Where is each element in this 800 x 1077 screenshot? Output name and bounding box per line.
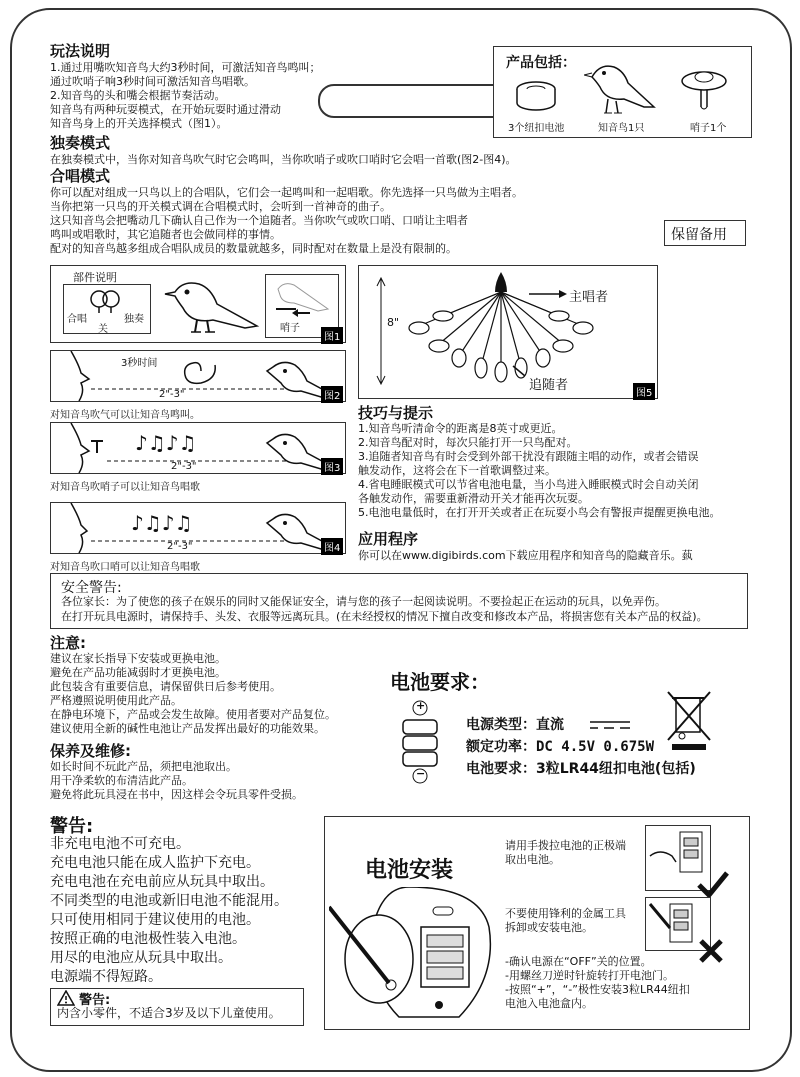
chorus-line: 鸣叫或唱歌时，其它追随者也会做同样的事情。 — [50, 228, 281, 241]
fig1-title: 部件说明 — [73, 271, 117, 284]
tips-line: 触发动作，这将会在下一首歌调整过来。 — [358, 464, 556, 477]
weee-bin-icon — [664, 690, 714, 752]
warning-line: 电源端不得短路。 — [50, 969, 162, 985]
contents-item: 3个纽扣电池 — [508, 123, 565, 134]
solo-text: 在独奏模式中，当你对知音鸟吹气时它会鸣叫，当你吹哨子或吹口哨时它会唱一首歌(图2-图4)。 — [50, 153, 517, 166]
notes-line: 建议使用全新的碱性电池让产品发挥出最好的功能效果。 — [50, 722, 325, 735]
contents-item: 知音鸟1只 — [598, 123, 645, 134]
whistle-blow-illustration — [51, 423, 345, 473]
battery-coin-icon — [514, 79, 558, 115]
notes-line: 避免在产品功能减弱时才更换电池。 — [50, 666, 226, 679]
battery-row-label: 额定功率： — [466, 739, 536, 755]
whistle-icon — [679, 61, 729, 117]
install-tip: 取出电池。 — [505, 853, 560, 866]
battery-row-label: 电池要求： — [466, 761, 536, 777]
keep-label: 保留备用 — [671, 227, 727, 243]
battery-door-illustration — [329, 887, 505, 1027]
install-step: -用螺丝刀逆时针旋转打开电池门。 — [505, 969, 674, 982]
fig4-caption: 对知音鸟吹口哨可以让知音鸟唱歌 — [50, 562, 200, 573]
install-tip: 请用手拨拉电池的正极端 — [505, 839, 626, 852]
safety-title: 安全警告: — [61, 580, 122, 596]
fig3-tag: 图3 — [321, 458, 343, 475]
care-line: 如长时间不玩此产品，须把电池取出。 — [50, 760, 237, 773]
small-parts-text: 内含小零件，不适合3岁及以下儿童使用。 — [57, 1006, 281, 1020]
figure-5 — [358, 265, 658, 399]
blow-illustration — [51, 351, 345, 401]
fig1-solo: 独奏 — [124, 314, 144, 325]
notes-line: 此包装含有重要信息，请保留供日后参考使用。 — [50, 680, 281, 693]
tips-line: 5.电池电量低时，在打开开关或者正在玩耍小鸟会有警报声提醒更换电池。 — [358, 506, 721, 519]
battery-row-value: DC 4.5V 0.675W — [536, 739, 655, 755]
fig2-distance: 2"-3" — [159, 389, 185, 400]
small-parts-title: 警告: — [79, 993, 111, 1008]
fig1-tag: 图1 — [321, 327, 343, 344]
fig4-tag: 图4 — [321, 538, 343, 555]
mouth-whistle-illustration — [51, 503, 345, 553]
chorus-title: 合唱模式 — [50, 167, 111, 185]
install-step: -按照“+”，“-”极性安装3粒LR44纽扣 — [505, 983, 690, 996]
battery-row-value: 直流 — [536, 717, 564, 733]
gameplay-line: 1.通过用嘴吹知音鸟大约3秒时间，可激活知音鸟鸣叫； — [50, 61, 321, 74]
tips-line: 各触发动作，需要重新滑动开关才能再次玩耍。 — [358, 492, 589, 505]
check-mark-icon — [695, 869, 731, 899]
care-line: 用干净柔软的布清洁此产品。 — [50, 774, 193, 787]
tips-line: 4.省电睡眠模式可以节省电池电量，当小鸟进入睡眠模式时会自动关闭 — [358, 478, 699, 491]
warning-line: 充电电池在充电前应从玩具中取出。 — [50, 874, 274, 890]
switch-icon — [88, 289, 122, 315]
fig1-chorus: 合唱 — [67, 314, 87, 325]
fig4-distance: 2"-3" — [167, 541, 193, 552]
battery-row — [466, 760, 696, 778]
cross-mark-icon — [697, 937, 725, 965]
install-tip: 拆卸或安装电池。 — [505, 921, 593, 934]
warning-line: 非充电电池不可充电。 — [50, 836, 190, 852]
dc-symbol-icon — [588, 718, 632, 732]
fig5-tag: 图5 — [633, 383, 655, 400]
warning-line: 不同类型的电池或新旧电池不能混用。 — [50, 893, 288, 909]
bird-illustration — [161, 274, 261, 336]
bird-icon — [584, 55, 668, 117]
install-box — [324, 816, 750, 1030]
battery-row-label: 电源类型： — [466, 717, 536, 733]
keep-label-box — [664, 220, 746, 246]
install-title: 电池安装 — [365, 858, 454, 883]
gameplay-line: 知音鸟有两种玩耍模式，在开始玩耍时通过滑动 — [50, 103, 281, 116]
battery-row — [466, 716, 564, 734]
tips-title: 技巧与提示 — [358, 404, 434, 422]
notes-line: 在静电环境下，产品或会发生故障。使用者要对产品复位。 — [50, 708, 336, 721]
chorus-line: 当你把第一只鸟的开关模式调在合唱模式时，会听到一首神奇的曲子。 — [50, 200, 391, 213]
tips-line: 1.知音鸟听清命令的距离是8英寸或更近。 — [358, 422, 563, 435]
gameplay-line: 通过吹哨子响3秒时间可激活知音鸟唱歌。 — [50, 75, 255, 88]
warning-line: 只可使用相同于建议使用的电池。 — [50, 912, 260, 928]
fig3-distance: 2"-3" — [171, 461, 197, 472]
tips-line: 2.知音鸟配对时，每次只能打开一只鸟配对。 — [358, 436, 578, 449]
fig1-off: 关 — [98, 324, 108, 335]
fig3-caption: 对知音鸟吹哨子可以让知音鸟唱歌 — [50, 482, 200, 493]
fig4-music-notes: ♪♫♪♫ — [131, 511, 193, 535]
battery-req-title: 电池要求： — [390, 670, 490, 694]
battery-plus: + — [416, 699, 426, 712]
battery-minus: − — [416, 767, 426, 780]
safety-line: 各位家长：为了使您的孩子在娱乐的同时又能保证安全，请与您的孩子一起阅读说明。不要捡起正在运动的玩具，以免弄伤。 — [61, 595, 666, 608]
install-step: 电池入电池盒内。 — [505, 997, 593, 1010]
figure-4 — [50, 502, 346, 554]
warning-line: 用尽的电池应从玩具中取出。 — [50, 950, 232, 966]
safety-box — [50, 573, 748, 629]
gameplay-line: 2.知音鸟的头和嘴会根据节奏活动。 — [50, 89, 226, 102]
care-line: 避免将此玩具浸在书中，因这样会令玩具零件受损。 — [50, 788, 303, 801]
warning-line: 按照正确的电池极性装入电池。 — [50, 931, 246, 947]
gameplay-title: 玩法说明 — [50, 42, 111, 60]
fig2-caption: 对知音鸟吹气可以让知音鸟鸣叫。 — [50, 410, 200, 421]
fig5-leader: 主唱者 — [569, 290, 609, 305]
gameplay-line: 知音鸟身上的开关选择模式（图1）。 — [50, 117, 228, 130]
contents-title: 产品包括： — [506, 55, 576, 71]
chorus-line: 配对的知音鸟越多组成合唱队成员的数量就越多，同时配对在数量上是没有限制的。 — [50, 242, 457, 255]
contents-item: 哨子1个 — [690, 123, 727, 134]
switch-diagram — [63, 284, 151, 334]
fig2-tag: 图2 — [321, 386, 343, 403]
care-title: 保养及维修: — [50, 742, 131, 760]
app-text: 你可以在www.digibirds.com下载应用程序和知音鸟的隐藏音乐。蓺 — [358, 549, 693, 562]
chorus-line: 你可以配对组成一只鸟以上的合唱队，它们会一起鸣叫和一起唱歌。你先选择一只鸟做为主唱者。 — [50, 186, 523, 199]
fig2-time: 3秒时间 — [121, 358, 158, 369]
chorus-line: 这只知音鸟会把嘴动几下确认自己作为一个追随者。当你吹气或吹口哨、口哨让主唱者 — [50, 214, 468, 227]
app-title: 应用程序 — [358, 530, 419, 548]
notes-line: 严格遵照说明使用此产品。 — [50, 694, 182, 707]
contents-box — [493, 46, 752, 138]
notes-title: 注意: — [50, 634, 86, 652]
warning-title: 警告: — [50, 816, 94, 837]
install-step: -确认电源在“OFF”关的位置。 — [505, 955, 652, 968]
chorus-fan-illustration — [359, 266, 657, 398]
install-tip: 不要使用锋利的金属工具 — [505, 907, 626, 920]
safety-line: 在打开玩具电源时，请保持手、头发、衣服等远离玩具。(在未经授权的情况下擅自改变和修改本产品，将损害您有关本产品的权益)。 — [61, 610, 708, 623]
warning-line: 充电电池只能在成人监护下充电。 — [50, 855, 260, 871]
battery-row — [466, 738, 654, 756]
notes-line: 建议在家长指导下安装或更换电池。 — [50, 652, 226, 665]
fig1-whistle: 哨子 — [280, 323, 300, 334]
battery-row-value: 3粒LR44纽扣电池(包括) — [536, 761, 696, 777]
fig3-music-notes: ♪♫♪♫ — [135, 431, 197, 455]
solo-title: 独奏模式 — [50, 134, 111, 152]
fig5-height: 8" — [387, 316, 400, 329]
whistle-bird-icon — [270, 279, 334, 319]
fig5-follower: 追随者 — [529, 378, 569, 393]
figure-2 — [50, 350, 346, 402]
small-parts-box — [50, 988, 304, 1026]
warning-triangle-icon — [57, 990, 75, 1006]
figure-3 — [50, 422, 346, 474]
figure-1 — [50, 265, 346, 343]
tips-line: 3.追随者知音鸟有时会受到外部干扰没有跟随主唱的动作，或者会错误 — [358, 450, 699, 463]
